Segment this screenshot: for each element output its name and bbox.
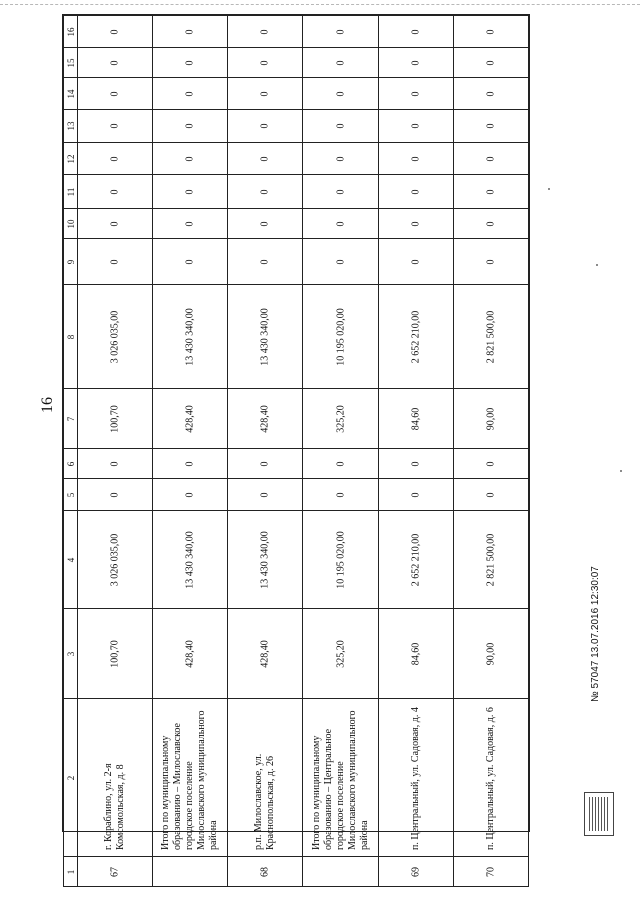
table-cell (153, 48, 228, 78)
table-cell (378, 16, 453, 48)
column-number-cell (64, 449, 78, 479)
row-number-cell (303, 857, 378, 887)
cell-value: 0 (409, 123, 421, 129)
table-cell (378, 285, 453, 389)
table-cell (153, 479, 228, 511)
cell-value: 0 (109, 221, 121, 226)
cell-value: 0 (334, 91, 346, 96)
table-cell (378, 48, 453, 78)
table-cell (78, 16, 153, 48)
cell-value: 428,40 (259, 404, 271, 433)
cell-value: 0 (409, 492, 421, 497)
cell-value: 0 (259, 60, 271, 65)
cell-value: 10 195 020,00 (334, 530, 346, 589)
table-cell (303, 511, 378, 609)
row-number-cell (153, 857, 228, 887)
cell-value: 10 195 020,00 (334, 307, 346, 366)
cell-value: 13 430 340,00 (184, 307, 196, 366)
address-text: Итого по муниципальному образованию – Милославское городское поселение Милославского муниципального района (160, 709, 220, 850)
cell-value: 0 (184, 492, 196, 497)
cell-value: 13 430 340,00 (259, 307, 271, 366)
cell-value: 13 430 340,00 (184, 530, 196, 589)
scan-speck (620, 470, 622, 472)
table-row-col-9 (64, 239, 529, 285)
cell-value: 0 (485, 156, 497, 161)
cell-value: 3 026 035,00 (109, 533, 121, 586)
table-cell (378, 511, 453, 609)
table-cell (228, 479, 303, 511)
address-text: р.п. Милославское, ул. Краснопольская, д. 26 (253, 753, 277, 850)
cell-value: 428,40 (259, 639, 271, 668)
column-number-cell (64, 479, 78, 511)
cell-value: 0 (184, 91, 196, 96)
address-text: Итого по муниципальному образованию – Центральное городское поселение Милославского муниципального района (310, 709, 370, 850)
column-number: 13 (65, 121, 76, 131)
row-number: 67 (109, 866, 121, 877)
table-cell (228, 699, 303, 857)
column-number: 16 (65, 27, 76, 36)
table-cell (453, 479, 528, 511)
table-cell (378, 78, 453, 110)
table-cell (78, 449, 153, 479)
table-cell (453, 239, 528, 285)
cell-value: 0 (334, 221, 346, 226)
table-cell (303, 449, 378, 479)
cell-value: 0 (184, 461, 196, 466)
table-row-col-4 (64, 511, 529, 609)
table-cell (453, 110, 528, 143)
table-cell (78, 239, 153, 285)
cell-value: 0 (259, 189, 271, 194)
table-cell (453, 78, 528, 110)
cell-value: 84,60 (409, 642, 421, 665)
cell-value: 0 (485, 221, 497, 226)
table-cell (153, 609, 228, 699)
table-row-col-15 (64, 48, 529, 78)
table-cell (153, 110, 228, 143)
cell-value: 0 (259, 259, 271, 264)
column-number-cell (64, 48, 78, 78)
cell-value: 100,70 (109, 404, 121, 433)
table-cell (78, 479, 153, 511)
table-cell (303, 16, 378, 48)
cell-value: 13 430 340,00 (259, 530, 271, 589)
table-cell (303, 110, 378, 143)
address-text: п. Центральный, ул. Садовая, д. 6 (484, 706, 496, 850)
cell-value: 0 (259, 123, 271, 129)
table-cell (153, 511, 228, 609)
row-number-cell (378, 857, 453, 887)
column-number: 12 (65, 154, 76, 163)
cell-value: 0 (485, 91, 497, 96)
table-row-col-14 (64, 78, 529, 110)
table-cell (453, 143, 528, 175)
table-cell (378, 479, 453, 511)
page-number: 16 (39, 397, 56, 413)
table-row-col-3 (64, 609, 529, 699)
table-cell (153, 16, 228, 48)
table-cell (153, 175, 228, 209)
column-number-cell (64, 175, 78, 209)
cell-value: 0 (409, 156, 421, 161)
scan-edge-line (0, 4, 640, 6)
cell-value: 0 (259, 461, 271, 466)
column-number: 4 (65, 557, 76, 562)
table-cell (228, 143, 303, 175)
table-cell (303, 699, 378, 857)
column-number-cell (64, 511, 78, 609)
row-number: 70 (485, 866, 497, 877)
table-cell (228, 449, 303, 479)
row-number: 69 (409, 866, 421, 877)
cell-value: 0 (184, 221, 196, 226)
table-cell (378, 609, 453, 699)
cell-value: 90,00 (485, 642, 497, 665)
table-cell (153, 143, 228, 175)
table-cell (303, 48, 378, 78)
column-number: 7 (65, 416, 76, 421)
column-number: 6 (65, 461, 76, 466)
column-number: 10 (65, 219, 76, 228)
table-cell (78, 78, 153, 110)
cell-value: 90,00 (485, 407, 497, 430)
table-cell (153, 449, 228, 479)
cell-value: 0 (109, 492, 121, 497)
table-cell (378, 699, 453, 857)
column-number-cell (64, 699, 78, 857)
cell-value: 3 026 035,00 (109, 310, 121, 363)
table-cell (228, 285, 303, 389)
table-cell (228, 609, 303, 699)
table (63, 15, 529, 887)
table-cell (453, 16, 528, 48)
cell-value: 0 (259, 156, 271, 161)
table-row-col-6 (64, 449, 529, 479)
cell-value: 428,40 (184, 639, 196, 668)
column-number: 3 (65, 651, 76, 656)
table-cell (378, 110, 453, 143)
cell-value: 0 (334, 123, 346, 129)
cell-value: 0 (259, 492, 271, 497)
table-cell (453, 449, 528, 479)
cell-value: 0 (334, 60, 346, 65)
table-cell (453, 511, 528, 609)
table-cell (153, 699, 228, 857)
cell-value: 0 (184, 189, 196, 194)
rotated-data-table (62, 14, 530, 877)
table-row-col-12 (64, 143, 529, 175)
cell-value: 0 (109, 259, 121, 264)
table-cell (78, 609, 153, 699)
table-cell (228, 48, 303, 78)
table-cell (378, 449, 453, 479)
table-cell (228, 78, 303, 110)
cell-value: 0 (259, 91, 271, 96)
table-cell (453, 389, 528, 449)
cell-value: 2 652 210,00 (409, 310, 421, 363)
cell-value: 0 (409, 91, 421, 96)
table-cell (453, 48, 528, 78)
cell-value: 2 652 210,00 (409, 533, 421, 586)
cell-value: 84,60 (409, 407, 421, 430)
cell-value: 325,20 (334, 639, 346, 668)
cell-value: 0 (409, 29, 421, 34)
table-cell (153, 285, 228, 389)
column-number: 1 (65, 869, 76, 874)
cell-value: 0 (109, 60, 121, 65)
table-row-col-16 (64, 16, 529, 48)
table-row-col-5 (64, 479, 529, 511)
cell-value: 325,20 (334, 404, 346, 433)
table-cell (378, 209, 453, 239)
table-cell (453, 175, 528, 209)
column-number: 2 (65, 775, 76, 780)
cell-value: 0 (184, 156, 196, 161)
cell-value: 0 (409, 221, 421, 226)
column-number-cell (64, 609, 78, 699)
table-cell (228, 110, 303, 143)
table-cell (78, 511, 153, 609)
table-cell (78, 389, 153, 449)
cell-value: 0 (485, 29, 497, 34)
table-cell (228, 175, 303, 209)
cell-value: 428,40 (184, 404, 196, 433)
cell-value: 0 (485, 259, 497, 264)
column-number: 15 (65, 58, 76, 67)
table-row-col-13 (64, 110, 529, 143)
cell-value: 0 (409, 189, 421, 194)
table-cell (303, 78, 378, 110)
table-row-col-1 (64, 857, 529, 887)
cell-value: 0 (485, 492, 497, 497)
cell-value: 100,70 (109, 639, 121, 668)
table-cell (303, 143, 378, 175)
cell-value: 0 (109, 189, 121, 194)
cell-value: 0 (184, 29, 196, 34)
table-cell (303, 209, 378, 239)
cell-value: 0 (184, 123, 196, 129)
column-number-cell (64, 78, 78, 110)
cell-value: 0 (409, 60, 421, 65)
cell-value: 0 (485, 461, 497, 466)
table-cell (453, 285, 528, 389)
row-number: 68 (259, 866, 271, 877)
column-number-cell (64, 389, 78, 449)
table-cell (303, 285, 378, 389)
table-row-col-7 (64, 389, 529, 449)
cell-value: 2 821 500,00 (485, 310, 497, 363)
column-number: 5 (65, 492, 76, 497)
cell-value: 0 (334, 156, 346, 161)
table-row-col-8 (64, 285, 529, 389)
column-number-cell (64, 143, 78, 175)
address-text: п. Центральный, ул. Садовая, д. 4 (409, 706, 421, 850)
table-cell (303, 389, 378, 449)
column-number: 9 (65, 259, 76, 264)
column-number-cell (64, 857, 78, 887)
table-cell (303, 175, 378, 209)
column-number-cell (64, 285, 78, 389)
registration-stamp: № 57047 13.07.2016 12:30:07 (590, 566, 601, 702)
cell-value: 0 (184, 259, 196, 264)
row-number-cell (228, 857, 303, 887)
table-cell (303, 479, 378, 511)
cell-value: 0 (109, 123, 121, 129)
column-number-cell (64, 209, 78, 239)
table-cell (78, 285, 153, 389)
cell-value: 2 821 500,00 (485, 533, 497, 586)
table-cell (228, 389, 303, 449)
row-number-cell (453, 857, 528, 887)
table-cell (78, 175, 153, 209)
table-row-col-11 (64, 175, 529, 209)
registry-logo-icon (584, 792, 614, 836)
column-number-cell (64, 239, 78, 285)
column-number: 11 (65, 187, 76, 196)
table-cell (78, 209, 153, 239)
cell-value: 0 (259, 221, 271, 226)
table-cell (78, 48, 153, 78)
cell-value: 0 (334, 29, 346, 34)
table-cell (228, 239, 303, 285)
table-cell (153, 239, 228, 285)
column-number-cell (64, 16, 78, 48)
table-cell (303, 609, 378, 699)
table-row-col-2 (64, 699, 529, 857)
cell-value: 0 (334, 259, 346, 264)
table-cell (153, 78, 228, 110)
scan-speck (596, 264, 598, 266)
cell-value: 0 (485, 189, 497, 194)
scan-speck (548, 188, 550, 190)
table-cell (453, 209, 528, 239)
table-cell (303, 239, 378, 285)
table-row-col-10 (64, 209, 529, 239)
cell-value: 0 (485, 60, 497, 65)
column-number-cell (64, 110, 78, 143)
table-cell (153, 209, 228, 239)
column-number: 8 (65, 334, 76, 339)
table-cell (228, 511, 303, 609)
table-cell (378, 239, 453, 285)
table-cell (378, 175, 453, 209)
cell-value: 0 (109, 91, 121, 96)
cell-value: 0 (184, 60, 196, 65)
cell-value: 0 (409, 259, 421, 264)
cell-value: 0 (109, 29, 121, 34)
table-cell (378, 143, 453, 175)
cell-value: 0 (485, 123, 497, 129)
cell-value: 0 (259, 29, 271, 34)
table-cell (378, 389, 453, 449)
address-text: г. Кораблино, ул. 2-я Комсомольская, д. 8 (103, 762, 127, 850)
cell-value: 0 (334, 461, 346, 466)
table-cell (453, 609, 528, 699)
table-cell (228, 16, 303, 48)
table-cell (453, 699, 528, 857)
table-cell (153, 389, 228, 449)
cell-value: 0 (334, 492, 346, 497)
table-cell (78, 143, 153, 175)
table-cell (78, 699, 153, 857)
table-body (64, 16, 529, 887)
cell-value: 0 (334, 189, 346, 194)
cell-value: 0 (109, 461, 121, 466)
table-cell (228, 209, 303, 239)
row-number-cell (78, 857, 153, 887)
table-cell (78, 110, 153, 143)
cell-value: 0 (109, 156, 121, 161)
column-number: 14 (65, 89, 76, 98)
cell-value: 0 (409, 461, 421, 466)
